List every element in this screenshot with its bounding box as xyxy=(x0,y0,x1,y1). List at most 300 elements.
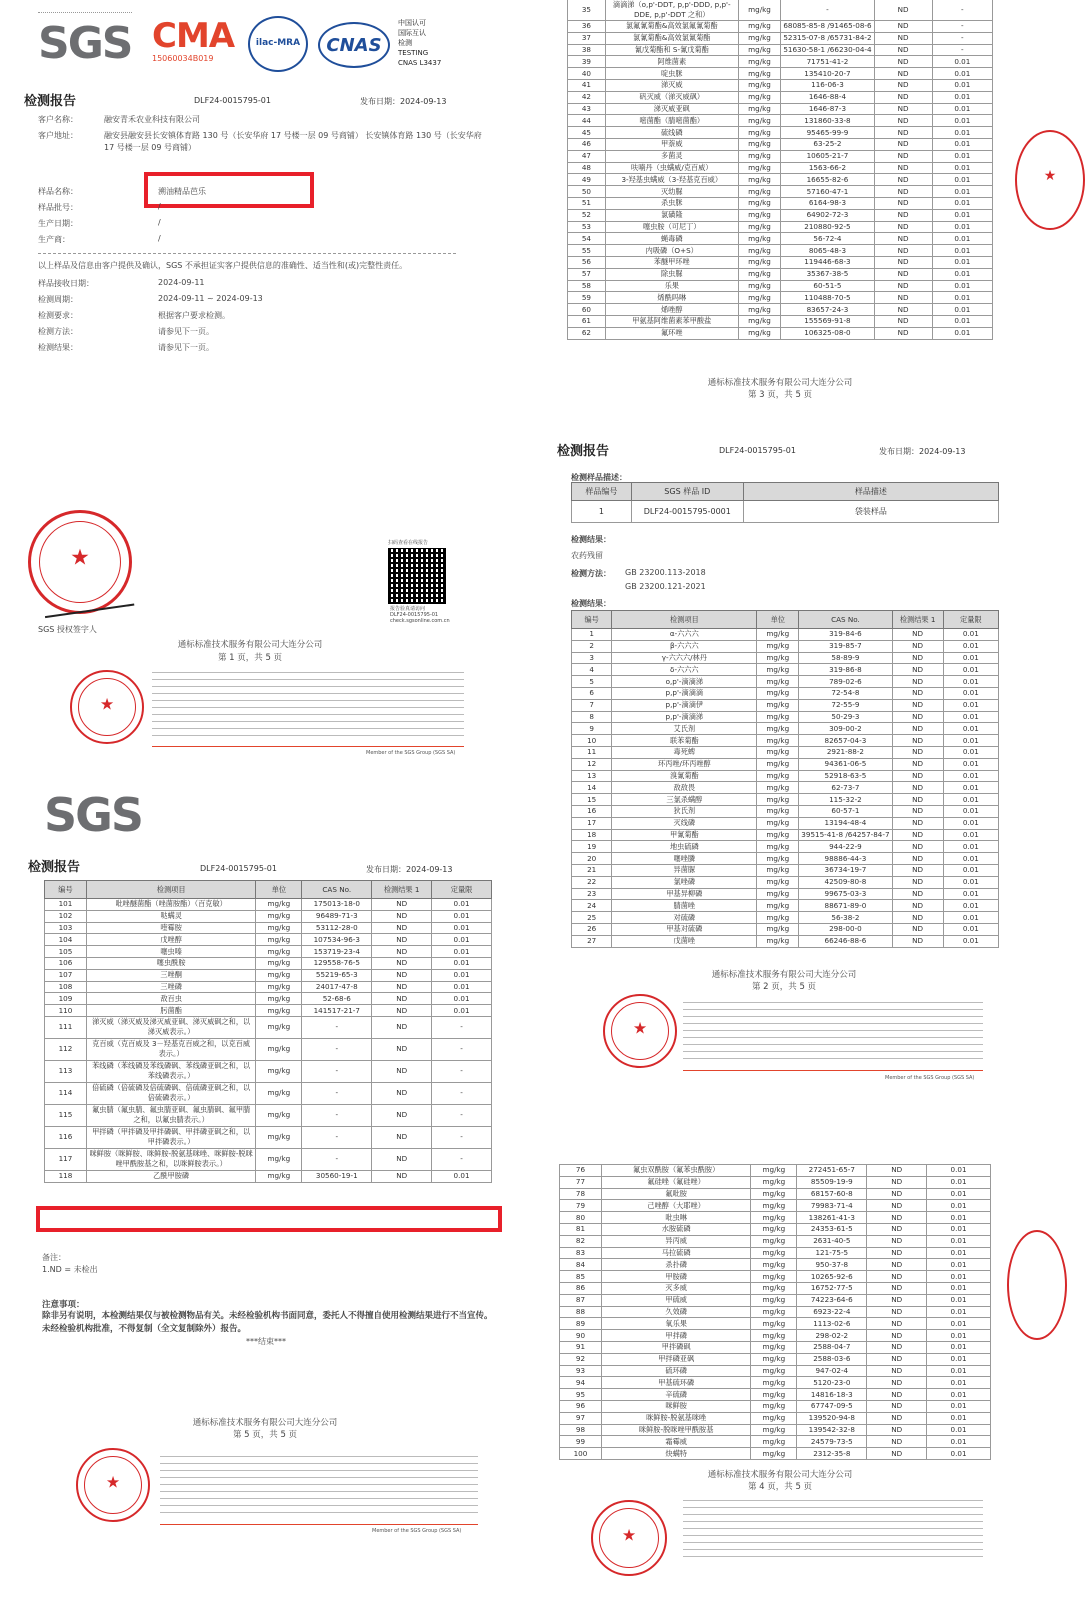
table-cell: ND xyxy=(892,711,943,723)
report-page-5 xyxy=(0,780,530,1600)
table-cell: 24017-47-8 xyxy=(302,981,372,993)
table-cell: 0.01 xyxy=(927,1165,991,1177)
table-cell: 139542-32-8 xyxy=(797,1424,867,1436)
table-cell: 110 xyxy=(45,1005,87,1017)
table-cell: ND xyxy=(892,664,943,676)
table-cell: 21 xyxy=(572,864,612,876)
table-cell: mg/kg xyxy=(256,899,302,911)
red-stamp-icon: ★ xyxy=(70,670,144,744)
method: GB 23200.113-2018 xyxy=(625,568,706,577)
table-cell: 79983-71-4 xyxy=(797,1200,867,1212)
table-cell: 5 xyxy=(572,676,612,688)
table-cell: 115 xyxy=(45,1104,87,1126)
table-cell: 79 xyxy=(560,1200,602,1212)
table-row xyxy=(45,1038,492,1060)
table-cell: 18 xyxy=(572,829,612,841)
table-cell: ND xyxy=(867,1188,927,1200)
table-row xyxy=(572,876,999,888)
table-cell: 0.01 xyxy=(943,746,998,758)
table-cell: ND xyxy=(874,304,932,316)
table-cell: ND xyxy=(892,758,943,770)
table-cell: 0.01 xyxy=(932,150,992,162)
table-cell: mg/kg xyxy=(738,79,781,91)
info-value: 请参见下一页。 xyxy=(158,327,214,336)
column-header: SGS 样品 ID xyxy=(631,483,743,501)
table-cell: ND xyxy=(372,1038,432,1060)
table-cell: mg/kg xyxy=(757,923,799,935)
table-cell: ND xyxy=(892,817,943,829)
table-cell: 0.01 xyxy=(927,1318,991,1330)
table-cell: 甲基对硫磷 xyxy=(612,923,757,935)
table-cell: mg/kg xyxy=(738,0,781,21)
table-cell: 氯氰菊酯&高效氯氰菊酯 xyxy=(605,32,738,44)
table-cell: mg/kg xyxy=(757,841,799,853)
table-cell: 甲氨基阿维菌素苯甲酸盐 xyxy=(605,315,738,327)
table-cell: mg/kg xyxy=(256,1148,302,1170)
table-cell: 74223-64-6 xyxy=(797,1294,867,1306)
table-row xyxy=(560,1271,991,1283)
table-body xyxy=(560,1165,991,1460)
table-cell: - xyxy=(432,1126,492,1148)
table-cell: 60 xyxy=(568,304,606,316)
column-header: 检测项目 xyxy=(612,611,757,629)
table-cell: 20 xyxy=(572,853,612,865)
table-cell: 66246-88-6 xyxy=(799,935,892,947)
table-cell: 0.01 xyxy=(927,1412,991,1424)
table-cell: 氟虫双酰胺（氟苯虫酰胺） xyxy=(601,1165,751,1177)
table-cell: ND xyxy=(372,1170,432,1182)
footer-rule xyxy=(683,1070,983,1071)
table-cell: 94361-06-5 xyxy=(799,758,892,770)
table-cell: mg/kg xyxy=(256,1126,302,1148)
company-name: 通标标准技术服务有限公司大连分公司 xyxy=(707,378,853,388)
table-cell: ND xyxy=(874,327,932,339)
table-cell: mg/kg xyxy=(751,1424,797,1436)
table-cell: mg/kg xyxy=(757,687,799,699)
table-cell: ND xyxy=(892,923,943,935)
table-cell: ND xyxy=(874,186,932,198)
table-cell: 14 xyxy=(572,782,612,794)
table-body xyxy=(568,0,993,339)
table-row xyxy=(568,256,993,268)
table-cell: 99675-03-3 xyxy=(799,888,892,900)
table-cell: ND xyxy=(372,1016,432,1038)
table-cell: 三氯杀螨醇 xyxy=(612,794,757,806)
table-cell: 0.01 xyxy=(927,1448,991,1460)
table-cell: ND xyxy=(372,1082,432,1104)
table-cell: mg/kg xyxy=(757,912,799,924)
field-label: 样品名称： xyxy=(38,187,78,196)
table-cell: 氯氟氰菊酯&高效氯氟氰菊酯 xyxy=(605,21,738,33)
table-cell: ND xyxy=(874,174,932,186)
table-cell: 甲拌磷 xyxy=(601,1330,751,1342)
table-row xyxy=(568,138,993,150)
table-row xyxy=(568,21,993,33)
table-cell: 毒死蜱 xyxy=(612,746,757,758)
table-cell: 2 xyxy=(572,640,612,652)
table-cell: 106 xyxy=(45,957,87,969)
table-cell: 0.01 xyxy=(943,640,998,652)
table-cell: 0.01 xyxy=(943,770,998,782)
issue-date: 发布日期：2024-09-13 xyxy=(879,447,966,456)
table-cell: ND xyxy=(867,1235,927,1247)
table-row xyxy=(568,292,993,304)
table-cell: ND xyxy=(372,1148,432,1170)
table-cell: 7 xyxy=(572,699,612,711)
table-cell: 0.01 xyxy=(927,1365,991,1377)
table-row xyxy=(45,899,492,911)
table-cell: 138261-41-3 xyxy=(797,1212,867,1224)
table-cell: - xyxy=(302,1082,372,1104)
table-row xyxy=(568,304,993,316)
table-cell: 氯磺隆 xyxy=(605,209,738,221)
table-cell: 121-75-5 xyxy=(797,1247,867,1259)
table-cell: ND xyxy=(867,1389,927,1401)
table-cell: 炔螨特 xyxy=(601,1448,751,1460)
table-cell: 72-54-8 xyxy=(799,687,892,699)
red-stamp-icon: ★ xyxy=(28,510,132,614)
table-cell: ND xyxy=(892,687,943,699)
table-cell: mg/kg xyxy=(757,711,799,723)
table-cell: mg/kg xyxy=(757,699,799,711)
table-cell: mg/kg xyxy=(738,44,781,56)
table-row xyxy=(560,1448,991,1460)
table-cell: mg/kg xyxy=(738,127,781,139)
table-cell: 蝇毒磷 xyxy=(605,233,738,245)
table-cell: 63-25-2 xyxy=(781,138,874,150)
table-cell: mg/kg xyxy=(738,256,781,268)
table-row xyxy=(560,1165,991,1177)
table-cell: 42 xyxy=(568,91,606,103)
table-cell: 8065-48-3 xyxy=(781,245,874,257)
table-cell: 氟环唑 xyxy=(605,327,738,339)
table-cell: 91 xyxy=(560,1341,602,1353)
table-cell: 0.01 xyxy=(943,912,998,924)
table-cell: ND xyxy=(867,1330,927,1342)
table-cell: mg/kg xyxy=(751,1306,797,1318)
table-cell: - xyxy=(932,44,992,56)
table-cell: mg/kg xyxy=(738,138,781,150)
table-cell: mg/kg xyxy=(751,1448,797,1460)
client-name: 融安青禾农业科技有限公司 xyxy=(104,115,200,124)
field-label: 生产日期： xyxy=(38,219,78,228)
table-cell: 39 xyxy=(568,56,606,68)
table-cell: ND xyxy=(874,44,932,56)
signatory-label: SGS 授权签字人 xyxy=(38,625,97,634)
table-cell: mg/kg xyxy=(757,770,799,782)
table-cell: 三唑磷 xyxy=(86,981,255,993)
table-cell: 异丙威 xyxy=(601,1235,751,1247)
table-cell: 哒螨灵 xyxy=(86,910,255,922)
table-cell: 艾氏剂 xyxy=(612,723,757,735)
table-cell: 135410-20-7 xyxy=(781,68,874,80)
table-row xyxy=(45,1170,492,1182)
table-cell: 85 xyxy=(560,1271,602,1283)
table-cell: ND xyxy=(867,1212,927,1224)
column-header: 编号 xyxy=(45,881,87,899)
table-cell: ND xyxy=(867,1448,927,1460)
table-cell: 0.01 xyxy=(927,1176,991,1188)
terms-text-block xyxy=(683,1500,983,1562)
table-cell: mg/kg xyxy=(757,888,799,900)
table-cell: 57160-47-1 xyxy=(781,186,874,198)
table-cell: ND xyxy=(874,68,932,80)
table-row xyxy=(572,758,999,770)
table-cell: ND xyxy=(874,91,932,103)
info-value: 2024-09-11 ~ 2024-09-13 xyxy=(158,294,263,303)
table-cell: ND xyxy=(372,922,432,934)
table-row xyxy=(572,723,999,735)
table-cell: 2312-35-8 xyxy=(797,1448,867,1460)
table-cell: 0.01 xyxy=(943,888,998,900)
table-row xyxy=(45,922,492,934)
table-cell: 104 xyxy=(45,934,87,946)
table-cell: ND xyxy=(892,864,943,876)
table-cell: 霜霉威 xyxy=(601,1436,751,1448)
table-cell: ND xyxy=(874,221,932,233)
table-row xyxy=(572,735,999,747)
table-cell: ND xyxy=(874,245,932,257)
table-cell: 滴滴涕（o,p'-DDT, p,p'-DDD, p,p'-DDE, p,p'-DDT 之和） xyxy=(605,0,738,21)
table-cell: 0.01 xyxy=(943,735,998,747)
table-cell: 咪鲜胺-脱咪唑甲酰胺基 xyxy=(601,1424,751,1436)
terms-text-block xyxy=(160,1456,478,1518)
table-cell: 272451-65-7 xyxy=(797,1165,867,1177)
table-row xyxy=(568,327,993,339)
table-row xyxy=(572,900,999,912)
table-cell: 0.01 xyxy=(927,1235,991,1247)
table-cell: 0.01 xyxy=(927,1436,991,1448)
table-cell: ND xyxy=(874,150,932,162)
result-label: 检测结果： xyxy=(571,535,611,544)
table-cell: mg/kg xyxy=(751,1377,797,1389)
table-cell: 0.01 xyxy=(927,1377,991,1389)
table-cell: mg/kg xyxy=(757,746,799,758)
footer-rule xyxy=(152,746,464,747)
table-cell: 115-32-2 xyxy=(799,794,892,806)
table-cell: α-六六六 xyxy=(612,629,757,641)
table-cell: mg/kg xyxy=(757,735,799,747)
table-cell: 0.01 xyxy=(943,711,998,723)
table-cell: β-六六六 xyxy=(612,640,757,652)
table-cell: 0.01 xyxy=(932,162,992,174)
table-cell: mg/kg xyxy=(256,1038,302,1060)
table-cell: 己唑醇（大耶唑） xyxy=(601,1200,751,1212)
table-cell: 68085-85-8 /91465-08-6 xyxy=(781,21,874,33)
table-cell: 67747-09-5 xyxy=(797,1400,867,1412)
table-cell: mg/kg xyxy=(738,115,781,127)
table-cell: 53 xyxy=(568,221,606,233)
info-label: 样品接收日期： xyxy=(38,279,94,288)
table-cell: mg/kg xyxy=(751,1412,797,1424)
table-cell: 42509-80-8 xyxy=(799,876,892,888)
table-cell: 0.01 xyxy=(943,664,998,676)
table-cell: ND xyxy=(874,233,932,245)
table-cell: 101 xyxy=(45,899,87,911)
table-cell: ND xyxy=(874,162,932,174)
table-cell: 对硫磷 xyxy=(612,912,757,924)
issue-date: 发布日期：2024-09-13 xyxy=(360,97,447,106)
table-row xyxy=(572,782,999,794)
table-cell: 52315-07-8 /65731-84-2 xyxy=(781,32,874,44)
table-cell: 99 xyxy=(560,1436,602,1448)
table-cell: 乐果 xyxy=(605,280,738,292)
table-cell: 阿维菌素 xyxy=(605,56,738,68)
table-cell: 0.01 xyxy=(932,209,992,221)
table-cell: ND xyxy=(372,993,432,1005)
table-cell: 49 xyxy=(568,174,606,186)
table-row xyxy=(45,1082,492,1104)
table-cell: 94 xyxy=(560,1377,602,1389)
table-cell: 0.01 xyxy=(943,805,998,817)
sample-name: 溯油精品芭乐 xyxy=(158,187,206,196)
table-cell: mg/kg xyxy=(256,1104,302,1126)
client-address-label: 客户地址： xyxy=(38,131,78,140)
table-cell: 0.01 xyxy=(943,841,998,853)
table-cell: - xyxy=(781,0,874,21)
table-cell: mg/kg xyxy=(751,1259,797,1271)
table-row xyxy=(572,864,999,876)
table-cell: ND xyxy=(372,1104,432,1126)
table-cell: 0.01 xyxy=(432,993,492,1005)
table-cell: mg/kg xyxy=(751,1188,797,1200)
table-row xyxy=(568,315,993,327)
table-row xyxy=(560,1306,991,1318)
table-cell: 25 xyxy=(572,912,612,924)
table-cell: 0.01 xyxy=(932,315,992,327)
table-cell: 6 xyxy=(572,687,612,699)
table-cell: 24 xyxy=(572,900,612,912)
red-stamp-icon: ★ xyxy=(603,994,677,1068)
table-cell: DLF24-0015795-0001 xyxy=(631,501,743,523)
table-cell: 119446-68-3 xyxy=(781,256,874,268)
table-cell: 多菌灵 xyxy=(605,150,738,162)
table-cell: 44 xyxy=(568,115,606,127)
table-cell: ND xyxy=(892,794,943,806)
table-cell: mg/kg xyxy=(751,1389,797,1401)
table-cell: 0.01 xyxy=(932,91,992,103)
table-cell: 克百威（克百威及 3－羟基克百威之和，以克百威表示。） xyxy=(86,1038,255,1060)
table-cell: 210880-92-5 xyxy=(781,221,874,233)
table-cell: 甲基异柳磷 xyxy=(612,888,757,900)
table-cell: ND xyxy=(867,1223,927,1235)
table-row xyxy=(572,711,999,723)
table-cell: 40 xyxy=(568,68,606,80)
table-cell: mg/kg xyxy=(256,1060,302,1082)
table-row xyxy=(568,56,993,68)
table-cell: 153719-23-4 xyxy=(302,946,372,958)
table-cell: 56-72-4 xyxy=(781,233,874,245)
table-row xyxy=(560,1282,991,1294)
table-cell: mg/kg xyxy=(757,794,799,806)
table-cell: ND xyxy=(867,1271,927,1283)
table-cell: ND xyxy=(874,21,932,33)
table-cell: 咪鲜胺（咪鲜胺、咪鲜胺-脱氨基咪唑、咪鲜胺-脱咪唑甲酰胺基之和，以咪鲜胺表示。） xyxy=(86,1148,255,1170)
table-row xyxy=(560,1176,991,1188)
table-cell: 53112-28-0 xyxy=(302,922,372,934)
table-cell: 129558-76-5 xyxy=(302,957,372,969)
table-row xyxy=(572,841,999,853)
table-cell: 102 xyxy=(45,910,87,922)
table-cell: mg/kg xyxy=(738,56,781,68)
field-label: 生产商： xyxy=(38,235,70,244)
table-cell: 77 xyxy=(560,1176,602,1188)
table-cell: 11 xyxy=(572,746,612,758)
table-cell: 92 xyxy=(560,1353,602,1365)
table-cell: mg/kg xyxy=(757,935,799,947)
table-cell: 106325-08-0 xyxy=(781,327,874,339)
table-cell: 98 xyxy=(560,1424,602,1436)
table-row xyxy=(572,794,999,806)
table-cell: ND xyxy=(867,1341,927,1353)
table-row xyxy=(572,746,999,758)
table-cell: 56 xyxy=(568,256,606,268)
table-cell: mg/kg xyxy=(751,1247,797,1259)
table-cell: 103 xyxy=(45,922,87,934)
table-cell: ND xyxy=(892,888,943,900)
table-cell: 啶虫脒 xyxy=(605,68,738,80)
table-cell: ND xyxy=(867,1365,927,1377)
table-cell: ND xyxy=(874,115,932,127)
table-row xyxy=(572,923,999,935)
table-cell: 24579-73-5 xyxy=(797,1436,867,1448)
member-line: Member of the SGS Group (SGS SA) xyxy=(885,1075,975,1081)
table-cell: 0.01 xyxy=(932,68,992,80)
table-cell: 袋装样品 xyxy=(743,501,998,523)
sgs-logo: SGS xyxy=(44,788,143,842)
table-cell: ND xyxy=(892,841,943,853)
table-cell: - xyxy=(432,1016,492,1038)
table-cell: ND xyxy=(874,315,932,327)
report-number: DLF24-0015795-01 xyxy=(194,96,271,105)
table-cell: 0.01 xyxy=(932,268,992,280)
table-row xyxy=(560,1188,991,1200)
table-row xyxy=(572,829,999,841)
logo-dots xyxy=(38,12,132,15)
table-cell: ND xyxy=(372,969,432,981)
column-header: 单位 xyxy=(256,881,302,899)
table-cell: ND xyxy=(874,209,932,221)
table-cell: 吡虫啉 xyxy=(601,1212,751,1224)
table-cell: 86 xyxy=(560,1282,602,1294)
table-cell: 灭幼脲 xyxy=(605,186,738,198)
table-row xyxy=(568,186,993,198)
table-cell: ND xyxy=(892,900,943,912)
table-cell: 0.01 xyxy=(932,138,992,150)
table-cell: 矾灭威（涕灭威砜） xyxy=(605,91,738,103)
table-cell: 116-06-3 xyxy=(781,79,874,91)
client-name-label: 客户名称： xyxy=(38,115,78,124)
table-cell: 0.01 xyxy=(932,79,992,91)
table-cell: 呋喃丹（虫螨威/克百威） xyxy=(605,162,738,174)
table-cell: mg/kg xyxy=(751,1282,797,1294)
info-label: 检测方法： xyxy=(38,327,78,336)
table-cell: 95 xyxy=(560,1389,602,1401)
table-cell: ND xyxy=(874,256,932,268)
table-cell: 82 xyxy=(560,1235,602,1247)
table-row xyxy=(568,32,993,44)
column-header: 定量限 xyxy=(943,611,998,629)
table-cell: 0.01 xyxy=(432,910,492,922)
table-cell: 甲萘威 xyxy=(605,138,738,150)
table-cell: mg/kg xyxy=(757,853,799,865)
table-cell: mg/kg xyxy=(738,221,781,233)
table-cell: - xyxy=(432,1082,492,1104)
table-cell: 溴氰菊酯 xyxy=(612,770,757,782)
table-cell: mg/kg xyxy=(738,327,781,339)
table-cell: p,p'-滴滴伊 xyxy=(612,699,757,711)
table-cell: ND xyxy=(372,910,432,922)
